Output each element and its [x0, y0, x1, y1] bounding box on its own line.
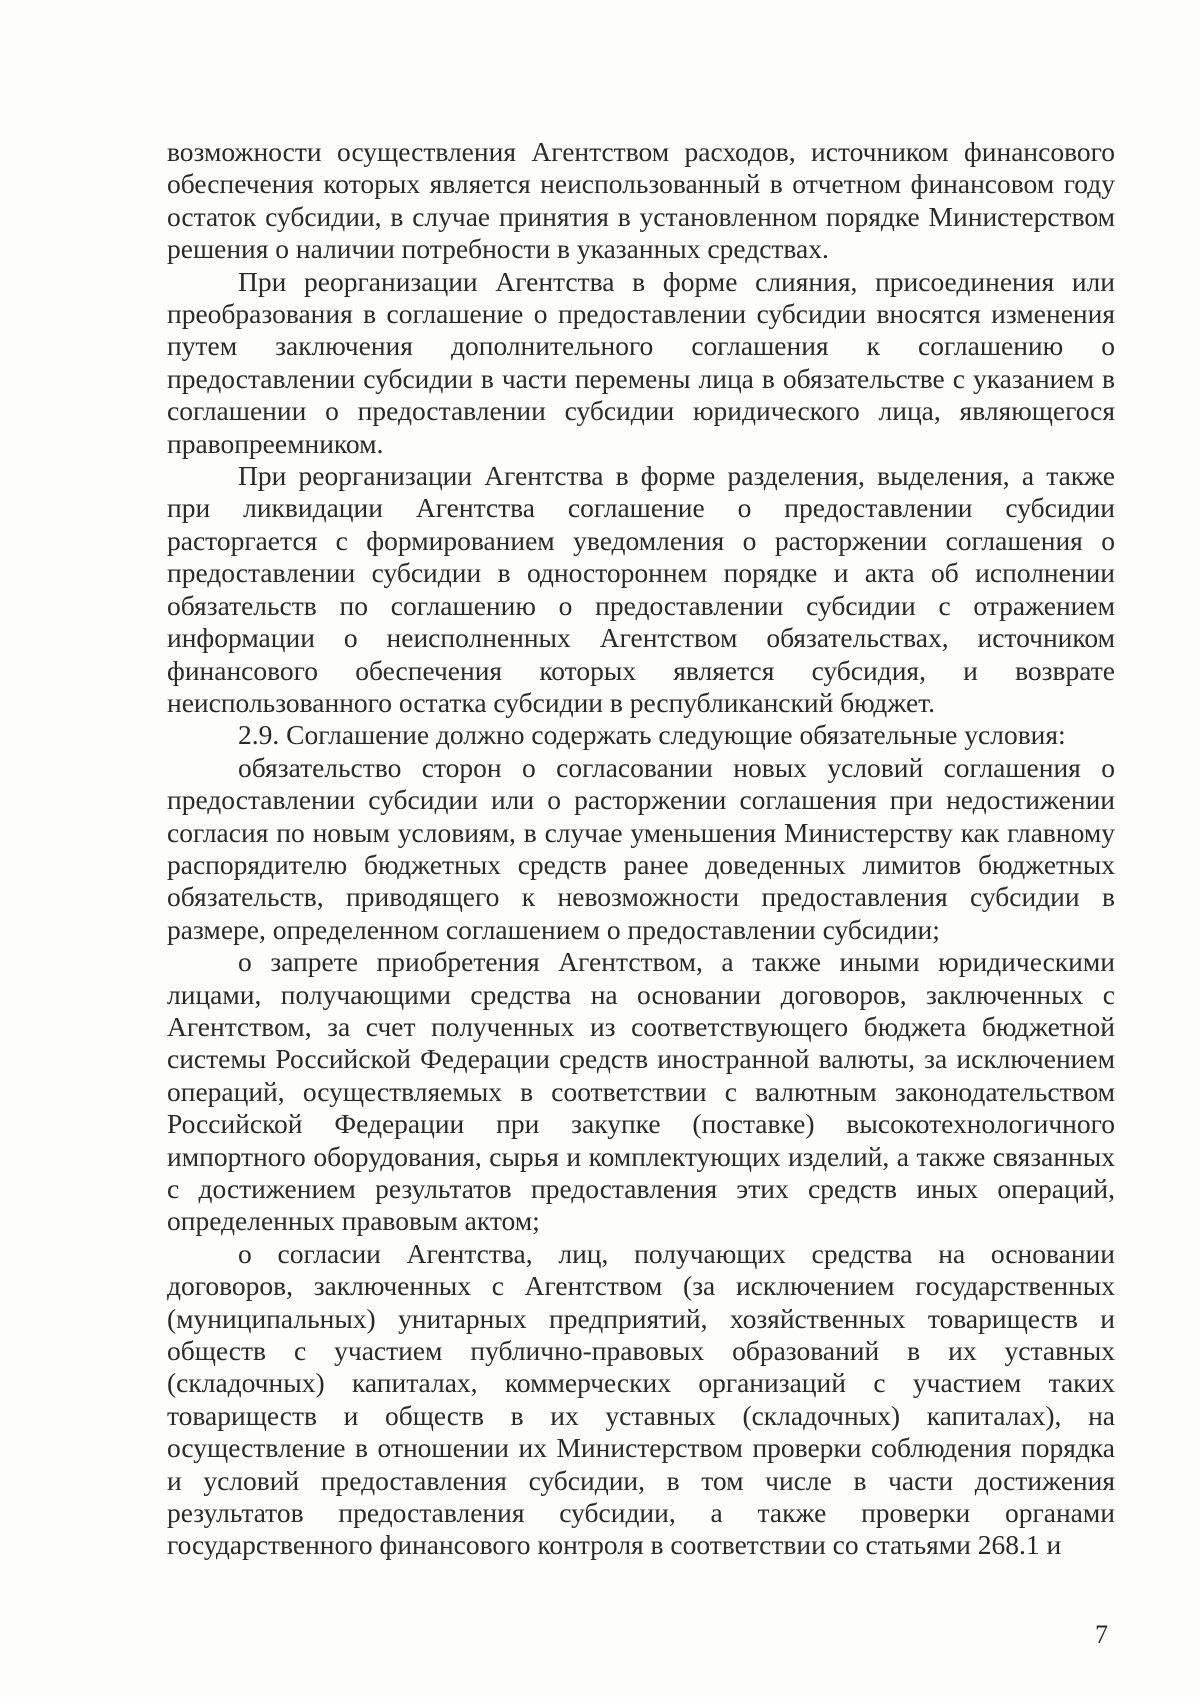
paragraph-condition-agreement: обязательство сторон о согласовании новых условий соглашения о предоставлении субсидии или о расторжении соглашения при недостижении согласия по новым условиям, в случае уменьшения Министерству как главному распорядителю бюджетных средств ранее доведенных лимитов бюджетных обязательств, приводящего к невозможности предоставления субсидии в размере, определенном соглашением о предоставлении субсидии;: [167, 751, 1115, 945]
document-body: [167, 136, 1115, 1562]
paragraph-continuation: возможности осуществления Агентством расходов, источником финансового обеспечения которых является неиспользованный в отчетном финансовом году остаток субсидии, в случае принятия в установленном порядке Министерством решения о наличии потребности в указанных средствах.: [167, 136, 1115, 265]
paragraph-condition-consent: о согласии Агентства, лиц, получающих средства на основании договоров, заключенных с Агентством (за исключением государственных (муниципальных) унитарных предприятий, хозяйственных товариществ и обществ с участием публично-правовых образований в их уставных (складочных) капиталах, коммерческих организаций с участием таких товариществ и обществ в их уставных (складочных) капиталах), на осуществление в отношении их Министерством проверки соблюдения порядка и условий предоставления субсидии, в том числе в части достижения результатов предоставления субсидии, а также проверки органами государственного финансового контроля в соответствии со статьями 268.1 и: [167, 1237, 1115, 1561]
paragraph-reorganization-division: При реорганизации Агентства в форме разделения, выделения, а также при ликвидации Агентства соглашение о предоставлении субсидии расторгается с формированием уведомления о расторжении соглашения о предоставлении субсидии в одностороннем порядке и акта об исполнении обязательств по соглашению о предоставлении субсидии с отражением информации о неисполненных Агентством обязательствах, источником финансового обеспечения которых является субсидия, и возврате неиспользованного остатка субсидии в республиканский бюджет.: [167, 460, 1115, 718]
paragraph-condition-currency: о запрете приобретения Агентством, а также иными юридическими лицами, получающими средства на основании договоров, заключенных с Агентством, за счет полученных из соответствующего бюджета бюджетной системы Российской Федерации средств иностранной валюты, за исключением операций, осуществляемых в соответствии с валютным законодательством Российской Федерации при закупке (поставке) высокотехнологичного импортного оборудования, сырья и комплектующих изделий, а также связанных с достижением результатов предоставления этих средств иных операций, определенных правовым актом;: [167, 946, 1115, 1237]
page-number: 7: [1095, 1620, 1108, 1649]
paragraph-reorganization-merger: При реорганизации Агентства в форме слияния, присоединения или преобразования в соглашение о предоставлении субсидии вносятся изменения путем заключения дополнительного соглашения к соглашению о предоставлении субсидии в части перемены лица в обязательстве с указанием в соглашении о предоставлении субсидии юридического лица, являющегося правопреемником.: [167, 265, 1115, 459]
section-heading-2-9: 2.9. Соглашение должно содержать следующие обязательные условия:: [238, 719, 1066, 751]
